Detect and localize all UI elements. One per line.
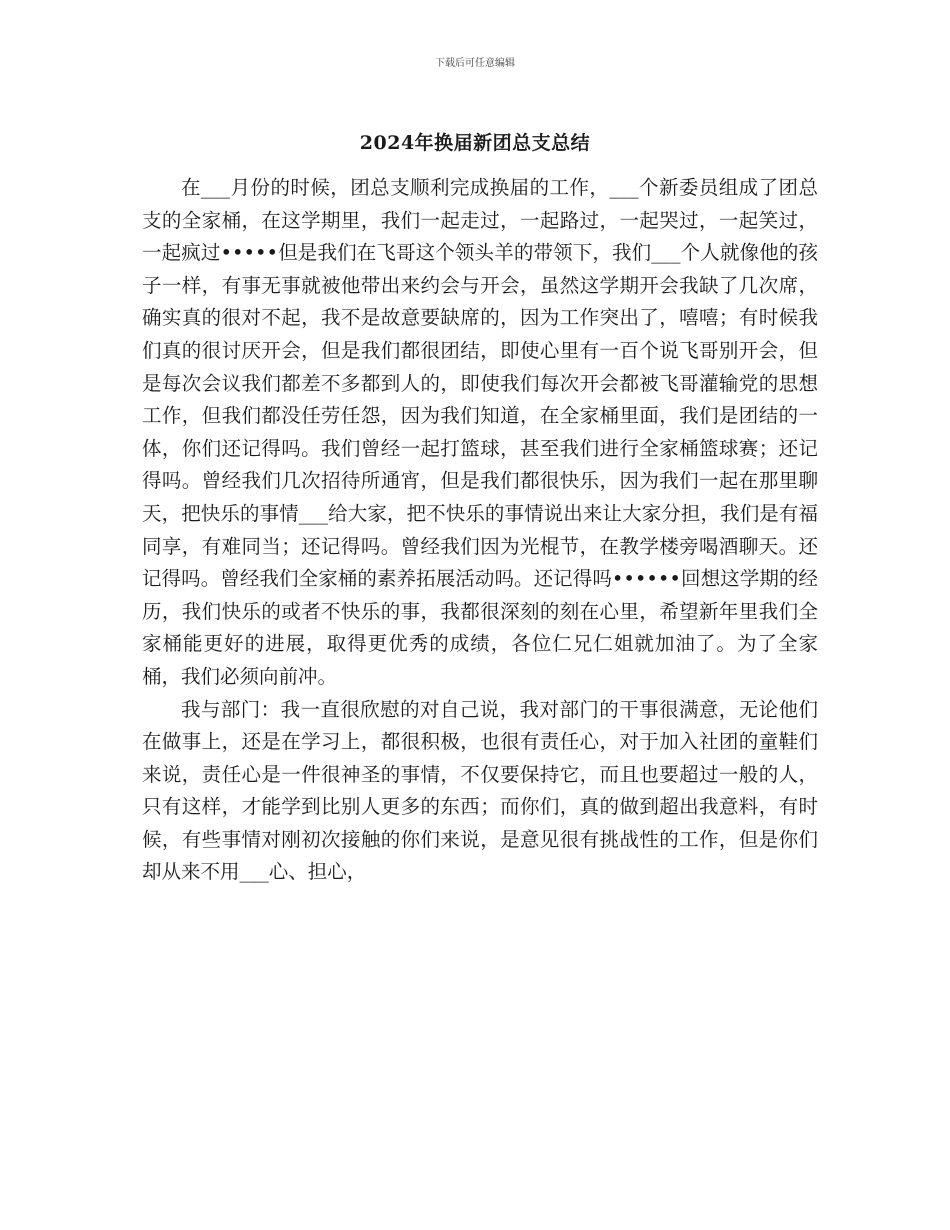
document-title: 2024年换届新团总支总结 (359, 132, 591, 154)
paragraph: 在___月份的时候，团总支顺利完成换届的工作，___个新委员组成了团总支的全家桶，在这学期里，我们一起走过，一起路过，一起哭过，一起笑过，一起疯过•••••但是我们在飞哥这个领头羊的带领下，我们___个人就像他的孩子一样，有事无事就被他带出来约会与开会，虽然这学期开会我缺了几次席，确实真的很对不起，我不是故意要缺席的，因为工作突出了，嘻嘻；有时候我们真的很讨厌开会，但是我们都很团结，即使心里有一百个说飞哥别开会，但是每次会议我们都差不多都到人的，即使我们每次开会都被飞哥灌输党的思想工作，但我们都没任劳任怨，因为我们知道，在全家桶里面，我们是团结的一体，你们还记得吗。我们曾经一起打篮球，甚至我们进行全家桶篮球赛；还记得吗。曾经我们几次招待所通宵，但是我们都很快乐，因为我们一起在那里聊天，把快乐的事情___给大家，把不快乐的事情说出来让大家分担，我们是有福同享，有难同当；还记得吗。曾经我们因为光棍节，在教学楼旁喝酒聊天。还记得吗。曾经我们全家桶的素养拓展活动吗。还记得吗••••••回想这学期的经历，我们快乐的或者不快乐的事，我都很深刻的刻在心里，希望新年里我们全家桶能更好的进展，取得更优秀的成绩，各位仁兄仁姐就加油了。为了全家桶，我们必须向前冲。 (142, 176, 818, 688)
header-note: 下载后可任意编辑 (435, 58, 515, 69)
paragraph: 我与部门：我一直很欣慰的对自己说，我对部门的干事很满意，无论他们在做事上，还是在学习上，都很积极，也很有责任心，对于加入社团的童鞋们来说，责任心是一件很神圣的事情，不仅要保持它，而且也要超过一般的人，只有这样，才能学到比别人更多的东西；而你们，真的做到超出我意料，有时候，有些事情对刚初次接触的你们来说，是意见很有挑战性的工作，但是你们却从来不用___心、担心， (142, 697, 818, 884)
document-body (142, 172, 818, 889)
